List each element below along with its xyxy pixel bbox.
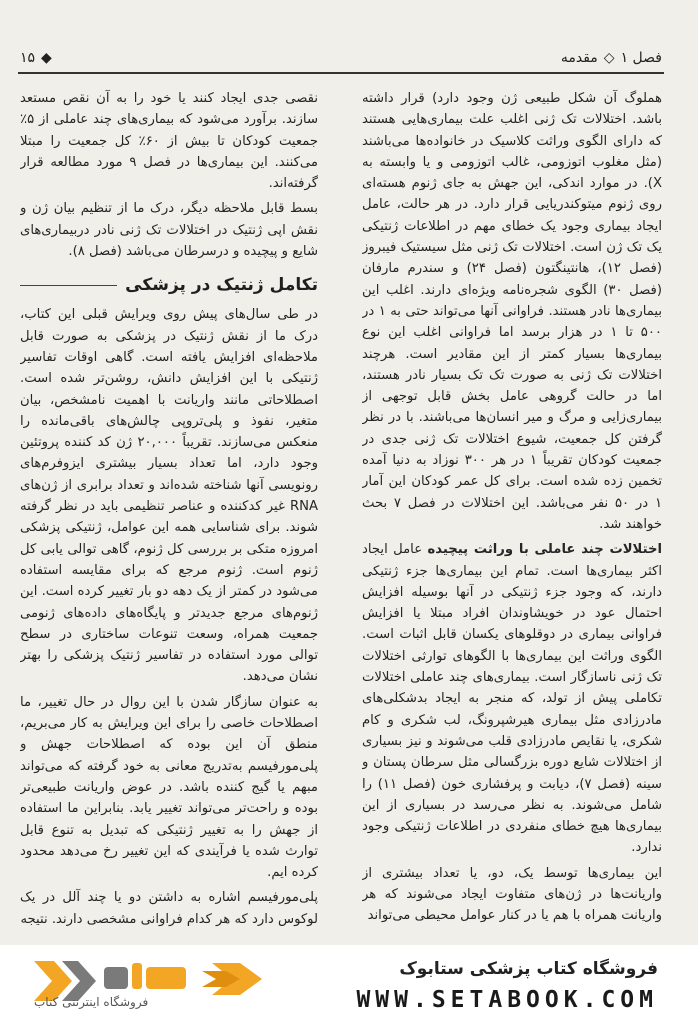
paragraph: در طی سال‌های پیش روی ویرایش قبلی این کتاب، درک ما از نقش ژنتیک در پزشکی به صورت قابل ملاحظه‌ای افزایش یافته است. گاهی اوقات تفاسیر ژنتیکی با این افزایش دانش، روشن‌تر شده است. اصطلاحاتی مانند واریانت با اهمیت نامشخص، بیان متغیر، نفوذ و پلی‌تروپی چالش‌های باقی‌مانده را منعکس می‌سازند. تقریباً ۲۰,۰۰۰ ژن کد کننده پروتئین وجود دارد، اما تعداد بسیار بیشتری ایزوفرم‌های رونویسی آنها شناخته شده‌اند و تعداد برابری از ژن‌های RNA غیر کدکننده و عناصر تنظیمی باید در نظر گرفته شوند. برای شناسایی همه این عوامل، ژنتیکی پزشکی امروزه متکی بر بررسی کل ژنوم، گاهی توالی یابی کل ژنوم است. ژنوم مرجع که برای مقایسه استفاده می‌شود در کمتر از یک دهه دو بار تغییر کرده است. این ژنوم‌های مرجع جدیدتر و پایگاه‌های داده‌های ژنومی جمعیت همراه، وسعت تنوعات ساختاری در سطح توالی مورد استفاده در تفاسیر ژنتیک پزشکی را بهتر نشان می‌دهد. bbox=[20, 307, 318, 685]
paragraph-text: عامل ایجاد اکثر بیماری‌ها است. تمام این بیماری‌ها جزء ژنتیکی دارند، که وجود جزء ژنتیکی در آنها بوسیله افزایش احتمال عود در خویشاوندان افراد مبتلا یا افزایش فراوانی بیماری در دوقلوهای یکسان قابل اثبات است. الگوی وراثت این بیماری‌ها با الگوهای توارثی اختلالات تک ژنی ناسازگار است. بیماری‌های چند عاملی اختلالات تکاملی پیش از تولد، که منجر به ایجاد بدشکلی‌های مادرزادی مثل بیماری هیرشپرونگ، لب شکری و کام شکری، یا نقایص مادرزادی قلب می‌شوند و نیز بسیاری از اختلالات شایع دوره بزرگسالی مثل سرطان پستان و سینه (فصل ۷)، دیابت و پرفشاری خون (فصل ۱۱) را شامل می‌شوند. به نظر می‌رسد در بسیاری از این بیماری‌ها هیچ خطای منفردی در اطلاعات ژنتیکی وجود ندارد. bbox=[362, 542, 662, 856]
header-rule bbox=[18, 72, 664, 74]
paragraph: این بیماری‌ها توسط یک، دو، یا تعداد بیشتری از واریانت‌ها در ژن‌های متفاوت ایجاد می‌شوند که هر واریانت همراه با هم یا در کنار عوامل محیطی می‌تواند bbox=[362, 865, 662, 924]
left-column bbox=[20, 88, 318, 933]
diamond-filled-icon: ◆ bbox=[41, 50, 52, 66]
paragraph: بسط قابل ملاحظه دیگر، درک ما از تنظیم بیان ژن و نقش اپی ژنتیک در اختلالات تک ژنی نادر دربیماری‌های شایع و پیچیده و درسرطان می‌باشد (فصل ۸). bbox=[20, 201, 318, 260]
header-page-number bbox=[20, 50, 52, 66]
store-url[interactable]: WWW.SETABOOK.COM bbox=[356, 987, 658, 1013]
inline-heading: اختلالات چند عاملی با وراثت پیچیده bbox=[427, 542, 662, 558]
section-title: تکامل ژنتیک در پزشکی bbox=[125, 275, 318, 296]
chapter-title: فصل ۱ bbox=[620, 50, 662, 66]
paragraph: به عنوان سازگار شدن با این روال در حال تغییر، ما اصطلاحات خاصی را برای این ویرایش به کار می‌بریم، منطق آن این بوده که اصطلاحات جهش و پلی‌مورفیسم به‌تدریج معانی به خود گرفته که می‌تواند مبهم یا گیج کننده باشد. در عوض واریانت طبیعی‌تر بوده و راحت‌تر می‌تواند تغییر یابد. بنابراین ما استفاده از جهش را به تغییر ژنتیکی که تبدیل به تنوع قابل توارث شده یا فرآیندی که این تغییر رخ می‌دهد محدود کرده ایم. bbox=[20, 694, 318, 881]
section-name: مقدمه bbox=[560, 50, 598, 66]
right-column bbox=[362, 88, 662, 933]
diamond-outline-icon: ◇ bbox=[603, 50, 615, 66]
paragraph bbox=[362, 539, 662, 858]
page-number: ۱۵ bbox=[20, 50, 36, 66]
store-name: فروشگاه کتاب پزشکی ستابوک bbox=[399, 959, 658, 979]
running-header bbox=[20, 46, 662, 70]
section-heading bbox=[20, 272, 318, 298]
paragraph: هملوگ آن شکل طبیعی ژن وجود دارد) قرار داشته باشد. اختلالات تک ژنی اغلب علت بیماری‌هایی هستند که دارای الگوی وراثت کلاسیک در خانواده‌ها می‌باشند (مثل مغلوب اتوزومی، غالب اتوزومی و یا وابسته به X). در موارد اندکی، این جهش به جای ژنوم هسته‌ای روی ژنوم میتوکندریایی قرار دارد. در هر حالت، عامل ایجاد بیماری وجود یک خطای مهم در اطلاعات ژنتیکی یک تک ژن است. اختلالات تک ژنی مثل سیستیک فیبروز (فصل ۱۲)، هانتینگتون (فصل ۲۴) و سندرم مارفان (فصل ۳۰) الگوی شجره‌نامه ویژه‌ای دارند. اغلب این بیماری‌ها نادر هستند. فراوانی آنها می‌تواند حتی به ۱ در ۵۰۰ تا ۱ در هزار برسد اما فراوانی اغلب این نوع بیماری‌ها بسیار کمتر از این مقادیر است. هرچند اختلالات تک ژنی به صورت تک تک بسیار نادر هستند، اما در حالت گروهی عامل بخش قابل توجهی از بیماری‌زایی و مرگ و میر انسان‌ها می‌باشند. با در نظر گرفتن کل جمعیت، شیوع اختلالات تک ژنی جدی در جمعیت کودکان تقریباً ۱ در هر ۳۰۰ نوزاد به دنیا آمده تخمین زده شده است. برای کل عمر کودکان این آمار ۱ در ۵۰ نفر می‌باشد. این اختلالات در فصل ۷ بحث خواهند شد. bbox=[362, 91, 662, 532]
paragraph: نقصی جدی ایجاد کنند یا خود را به آن نقص مستعد سازند. برآورد می‌شود که بیماری‌های چند عاملی از ۵٪ جمعیت کودکان تا بیش از ۶۰٪ کل جمعیت را مبتلا می‌کنند. این بیماری‌ها در فصل ۹ مورد مطالعه قرار گرفته‌اند. bbox=[20, 91, 318, 192]
store-banner bbox=[0, 945, 698, 1024]
paragraph: پلی‌مورفیسم اشاره به داشتن دو یا چند آلل در یک لوکوس دارد که هر کدام فراوانی مشخصی دارند. نتیجه bbox=[20, 890, 318, 927]
header-chapter bbox=[561, 50, 662, 66]
logo-caption: فروشگاه اینترنتی کتاب bbox=[34, 995, 149, 1009]
heading-rule bbox=[20, 285, 117, 286]
